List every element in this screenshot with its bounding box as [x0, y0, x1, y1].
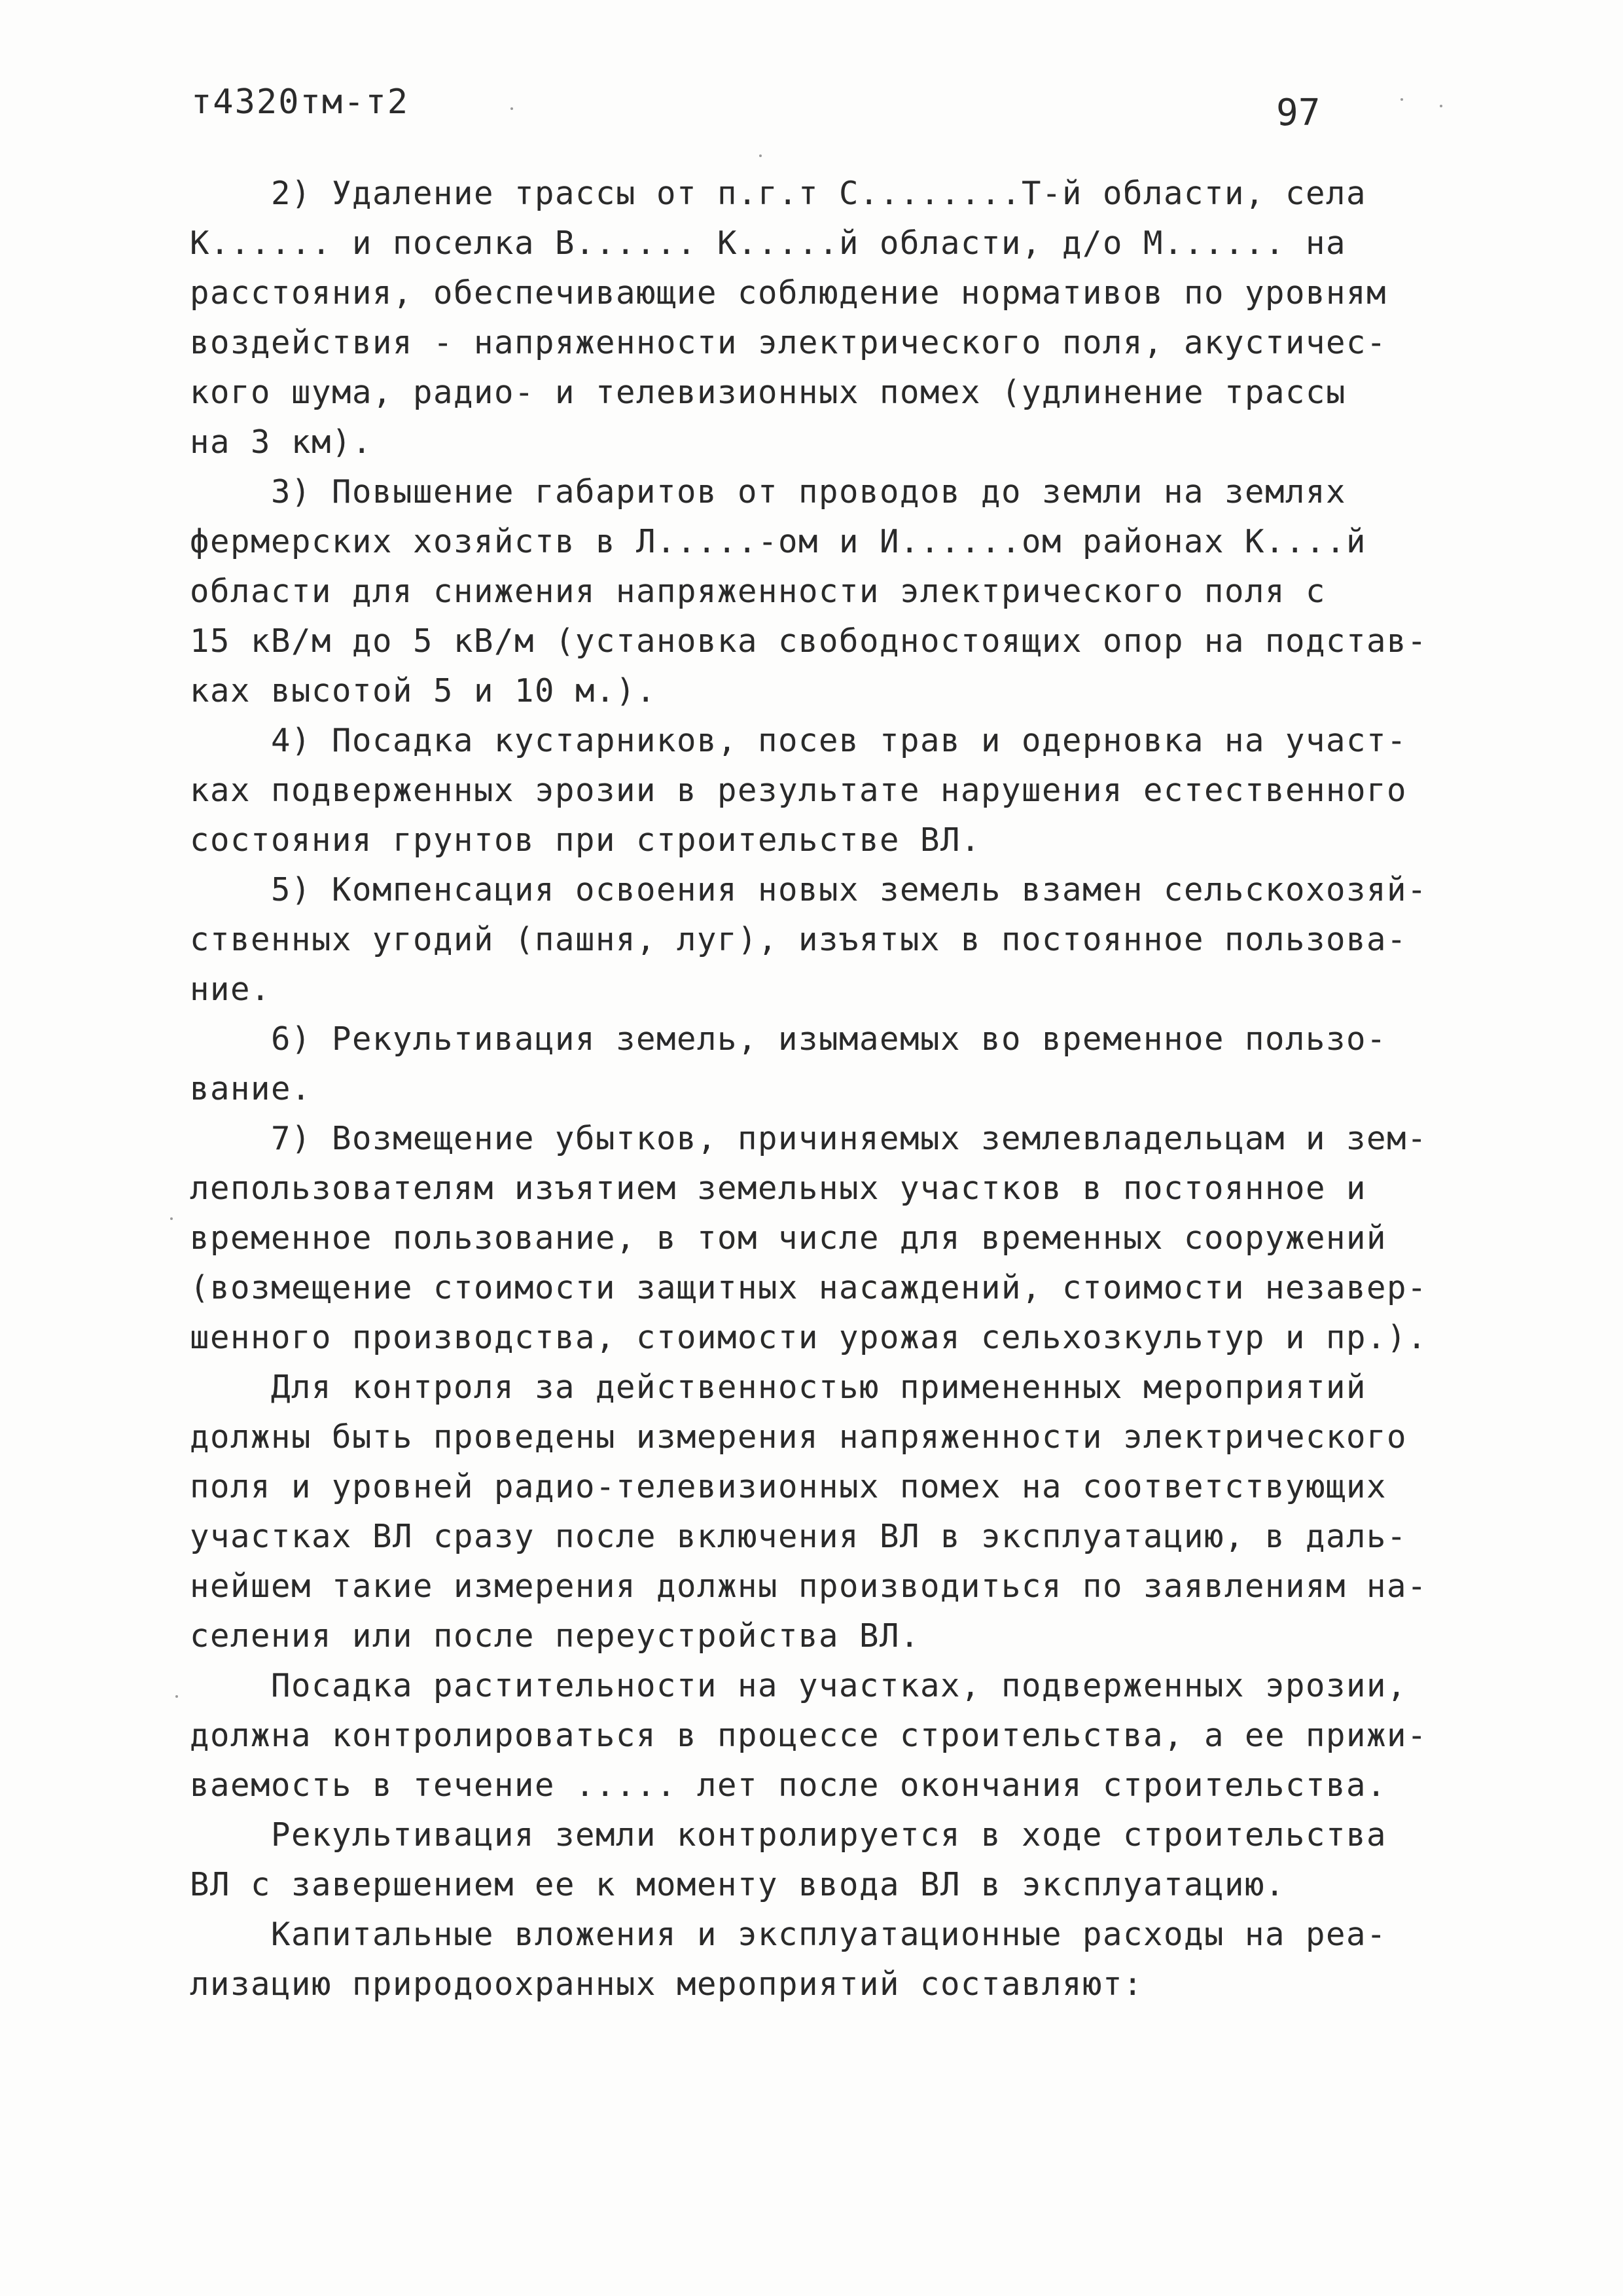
text-line: участках ВЛ сразу после включения ВЛ в эксплуатацию, в даль-: [190, 1518, 1408, 1555]
text-line: 5) Компенсация освоения новых земель взамен сельскохозяй-: [190, 871, 1428, 908]
text-line: временное пользование, в том числе для временных сооружений: [190, 1219, 1387, 1257]
scan-speck: [175, 1695, 178, 1698]
text-line: фермерских хозяйств в Л.....-ом и И......ом районах К....й: [190, 523, 1367, 560]
text-line: лепользователям изъятием земельных участков в постоянное и: [190, 1170, 1367, 1207]
text-line: 6) Рекультивация земель, изымаемых во временное пользо-: [190, 1020, 1387, 1058]
text-line: Для контроля за действенностью примененных мероприятий: [190, 1369, 1367, 1406]
scan-speck: [170, 1217, 173, 1220]
text-line: вание.: [190, 1070, 312, 1107]
text-line: должны быть проведены измерения напряженности электрического: [190, 1418, 1408, 1456]
text-line: нейшем такие измерения должны производиться по заявлениям на-: [190, 1568, 1428, 1605]
text-line: должна контролироваться в процессе строительства, а ее прижи-: [190, 1717, 1428, 1754]
text-line: ках высотой 5 и 10 м.).: [190, 672, 657, 709]
text-line: расстояния, обеспечивающие соблюдение нормативов по уровням: [190, 274, 1387, 312]
scan-speck: [1440, 105, 1442, 107]
text-line: 4) Посадка кустарников, посев трав и одерновка на участ-: [190, 722, 1408, 759]
text-line: на 3 км).: [190, 423, 373, 461]
text-line: области для снижения напряженности электрического поля с: [190, 573, 1327, 610]
text-line: кого шума, радио- и телевизионных помех (удлинение трассы: [190, 374, 1347, 411]
document-code: т4320тм-т2: [191, 82, 410, 122]
scan-speck: [510, 107, 513, 110]
text-line: состояния грунтов при строительстве ВЛ.: [190, 821, 982, 859]
text-line: лизацию природоохранных мероприятий составляют:: [190, 1965, 1144, 2003]
text-line: 15 кВ/м до 5 кВ/м (установка свободностоящих опор на подстав-: [190, 622, 1428, 660]
text-line: К...... и поселка В...... К.....й области, д/о М...... на: [190, 224, 1347, 262]
text-line: Рекультивация земли контролируется в ходе строительства: [190, 1816, 1387, 1854]
text-line: селения или после переустройства ВЛ.: [190, 1617, 921, 1655]
scan-speck: [759, 154, 762, 157]
text-line: Капитальные вложения и эксплуатационные расходы на реа-: [190, 1916, 1387, 1953]
page-number: 97: [1276, 92, 1321, 134]
text-line: 2) Удаление трассы от п.г.т С........Т-й области, села: [190, 175, 1367, 212]
text-line: ВЛ с завершением ее к моменту ввода ВЛ в эксплуатацию.: [190, 1866, 1286, 1903]
text-line: 3) Повышение габаритов от проводов до земли на землях: [190, 473, 1347, 511]
text-line: поля и уровней радио-телевизионных помех на соответствующих: [190, 1468, 1387, 1505]
text-line: ственных угодий (пашня, луг), изъятых в постоянное пользова-: [190, 921, 1408, 958]
text-line: Посадка растительности на участках, подверженных эрозии,: [190, 1667, 1408, 1704]
text-line: ках подверженных эрозии в результате нарушения естественного: [190, 772, 1408, 809]
text-line: воздействия - напряженности электрического поля, акустичес-: [190, 324, 1387, 361]
text-line: ние.: [190, 971, 272, 1008]
text-line: 7) Возмещение убытков, причиняемых землевладельцам и зем-: [190, 1120, 1428, 1157]
text-line: шенного производства, стоимости урожая сельхозкультур и пр.).: [190, 1319, 1428, 1356]
text-line: ваемость в течение ..... лет после окончания строительства.: [190, 1767, 1387, 1804]
scan-speck: [1400, 98, 1403, 101]
text-line: (возмещение стоимости защитных насаждений, стоимости незавер-: [190, 1269, 1428, 1306]
